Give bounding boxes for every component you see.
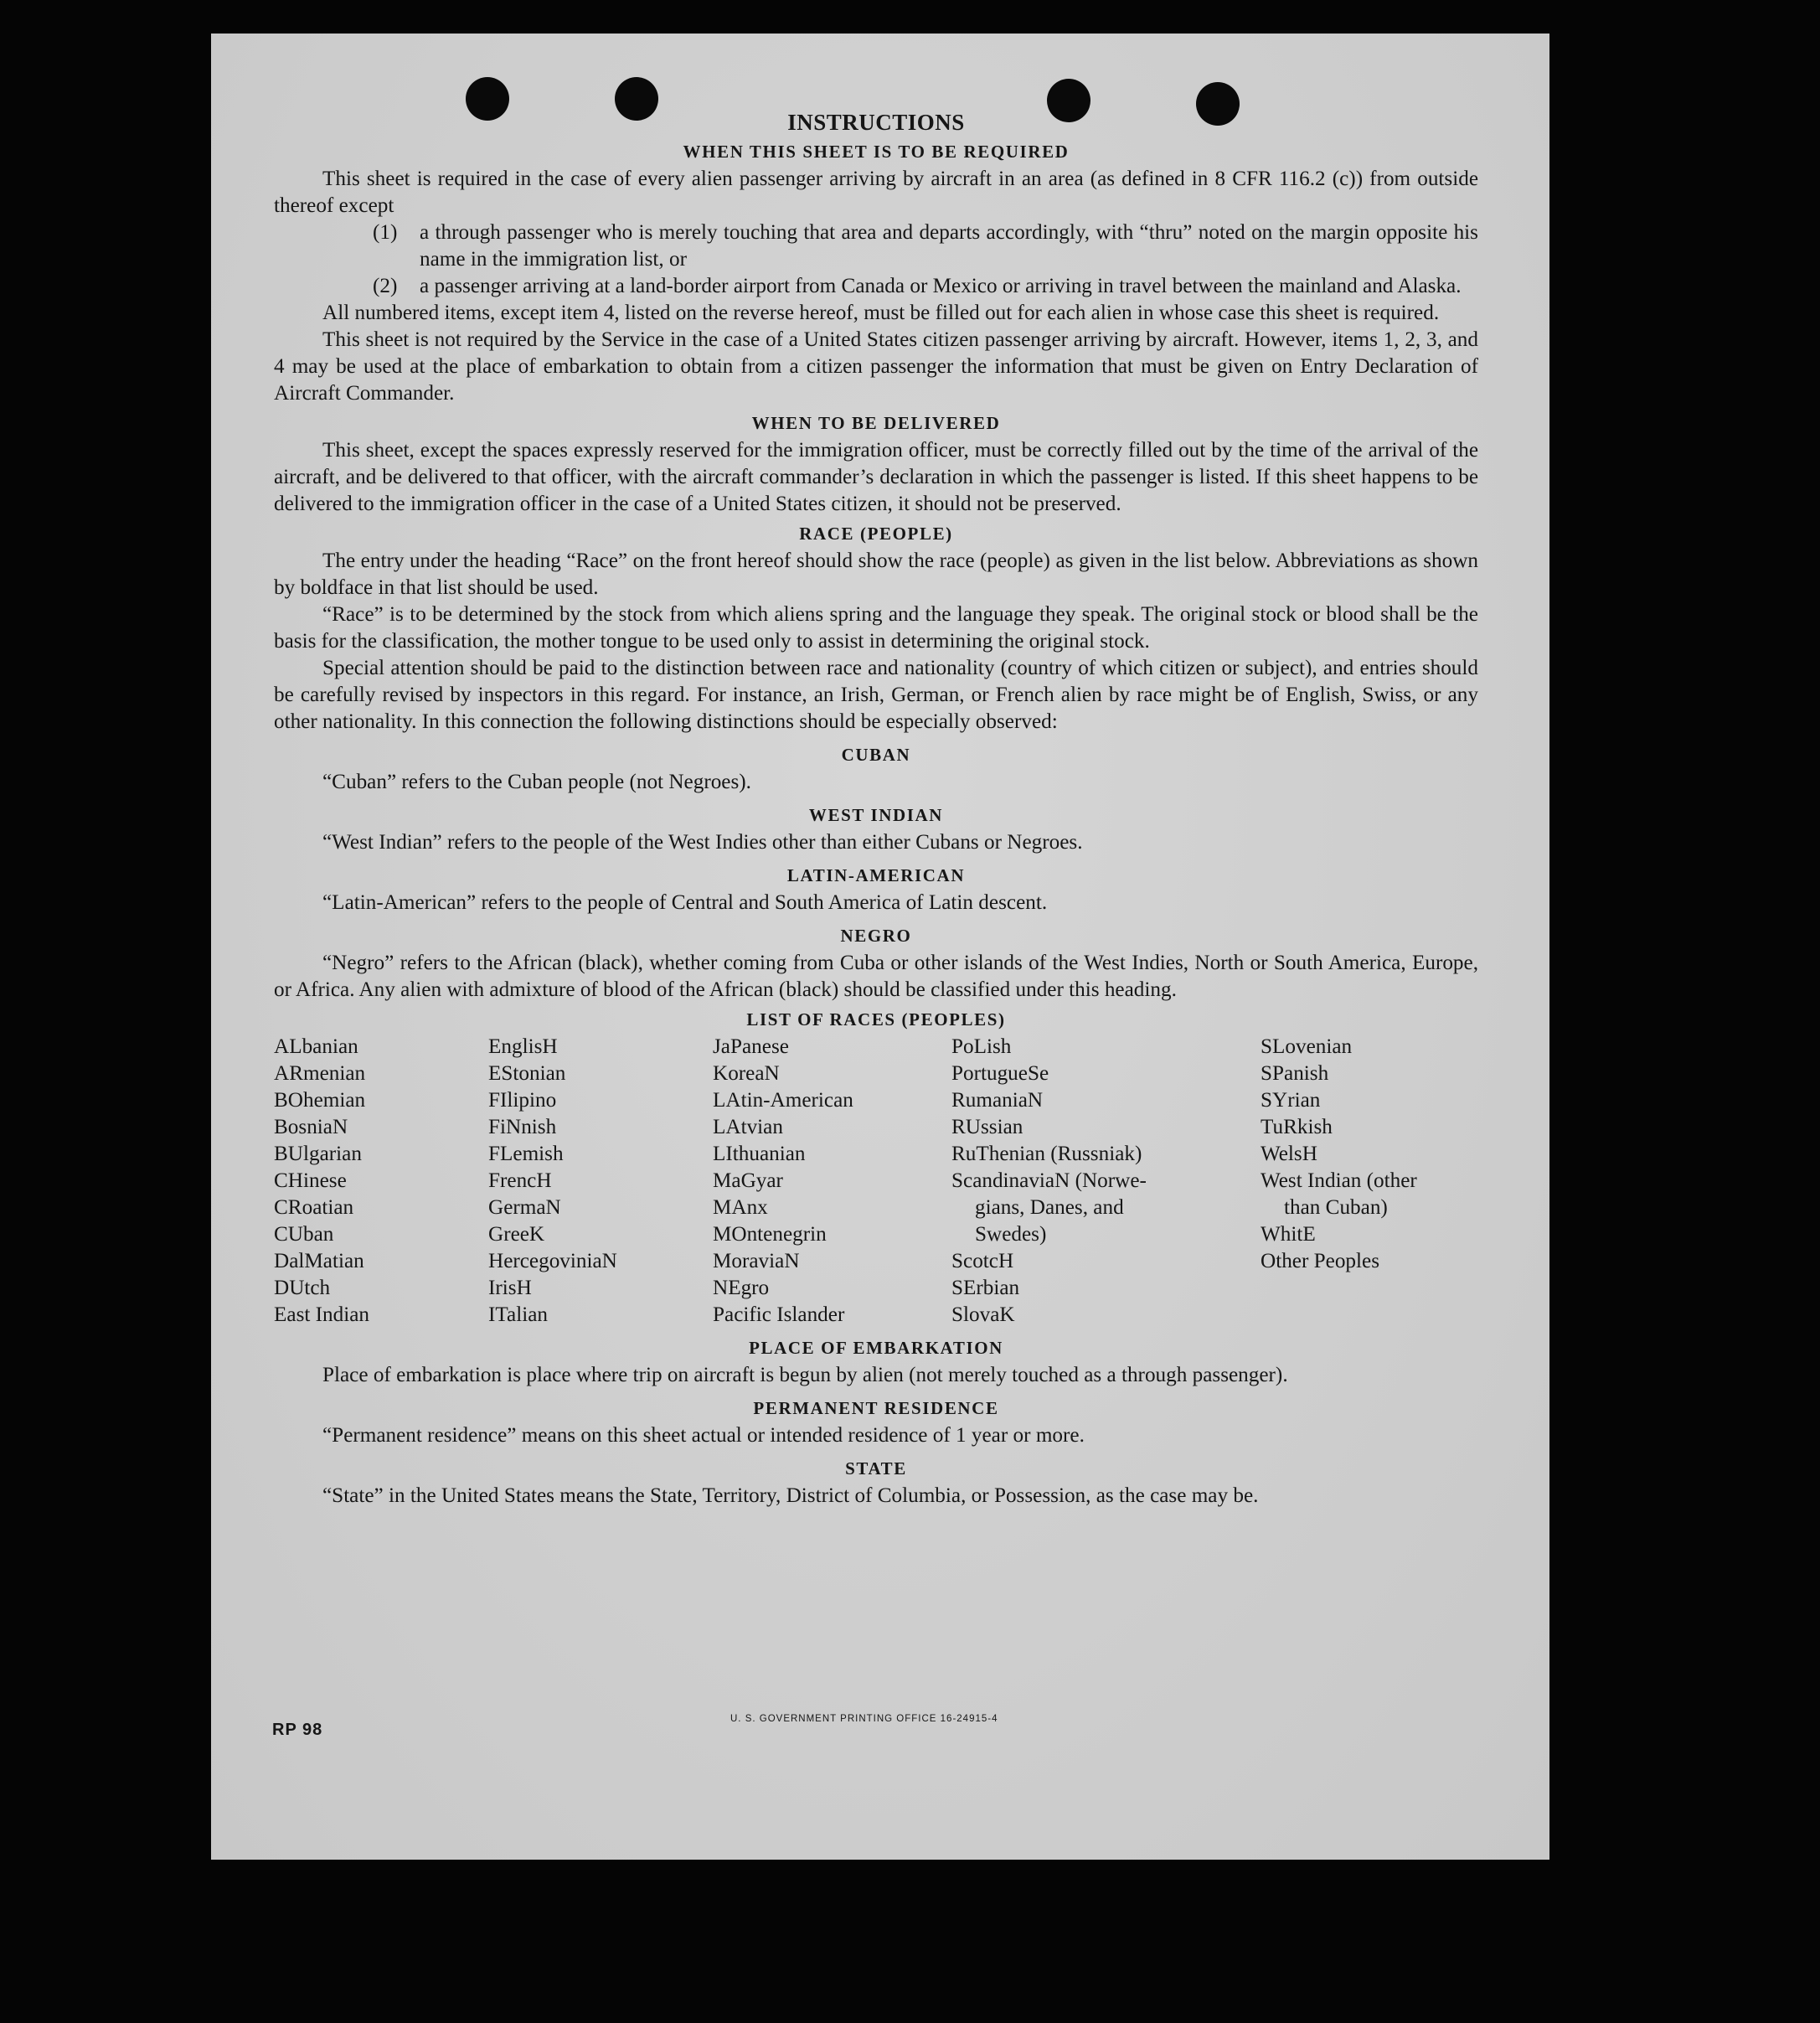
race-entry: SErbian	[951, 1277, 1020, 1299]
west-indian-paragraph: “West Indian” refers to the people of the West Indies other than either Cubans or Negroes.	[322, 831, 1083, 854]
item-text: a through passenger who is merely touching that area and departs accordingly, with “thru” noted on the margin opposite his name in the immigration list, or	[420, 221, 1478, 271]
race-entry: FIlipino	[488, 1089, 557, 1112]
section-heading-negro: NEGRO	[840, 926, 912, 946]
race-paragraph: “Race” is to be determined by the stock from which aliens spring and the language they speak. The original stock or blood shall be the basis for the classification, the mother tongue to be used only to assist in determining the original stock.	[274, 603, 1478, 653]
form-code: RP 98	[272, 1721, 323, 1739]
item-number: (2)	[373, 275, 398, 297]
race-entry: CHinese	[274, 1169, 347, 1192]
race-entry: WhitE	[1261, 1223, 1316, 1246]
embarkation-paragraph: Place of embarkation is place where trip on aircraft is begun by alien (not merely touched as a through passenger).	[322, 1364, 1288, 1386]
race-entry: ScandinaviaN (Norwe-	[951, 1169, 1147, 1192]
race-entry: IrisH	[488, 1277, 532, 1299]
race-entry: JaPanese	[713, 1035, 789, 1058]
exception-item	[373, 219, 1478, 273]
race-list-column	[713, 1034, 951, 1329]
race-entry: SLovenian	[1261, 1035, 1353, 1058]
race-entry: gians, Danes, and	[975, 1196, 1124, 1219]
race-entry: than Cuban)	[1284, 1196, 1388, 1219]
race-entry: WelsH	[1261, 1143, 1317, 1165]
negro-paragraph: “Negro” refers to the African (black), whether coming from Cuba or other islands of the West Indies, North or South America, Europe, or Africa. Any alien with admixture of blood of the African (black) should be classified under this heading.	[274, 952, 1478, 1001]
printer-imprint: U. S. GOVERNMENT PRINTING OFFICE 16-24915-4	[730, 1714, 998, 1724]
race-entry: BOhemian	[274, 1089, 366, 1112]
document-sheet	[211, 34, 1549, 1860]
race-entry: Swedes)	[975, 1223, 1047, 1246]
race-entry: DUtch	[274, 1277, 331, 1299]
race-entry: DalMatian	[274, 1250, 364, 1272]
race-entry: FLemish	[488, 1143, 564, 1165]
required-paragraph: This sheet is not required by the Service in the case of a United States citizen passenger arriving by aircraft. However, items 1, 2, 3, and 4 may be used at the place of embarkation to obtain from a citizen passenger the information that must be given on Entry Declaration of Aircraft Commander.	[274, 328, 1478, 405]
section-heading-delivered: WHEN TO BE DELIVERED	[751, 413, 1001, 433]
section-heading-state: STATE	[845, 1458, 907, 1479]
race-entry: RuThenian (Russniak)	[951, 1143, 1142, 1165]
race-list-column	[274, 1034, 488, 1329]
race-entry: East Indian	[274, 1303, 370, 1326]
exception-item	[373, 273, 1478, 300]
section-heading-race: RACE (PEOPLE)	[799, 524, 953, 544]
residence-paragraph: “Permanent residence” means on this sheet actual or intended residence of 1 year or more.	[322, 1424, 1085, 1447]
race-list-table	[274, 1034, 1478, 1329]
race-entry: PoLish	[951, 1035, 1012, 1058]
race-list-column	[488, 1034, 713, 1329]
section-heading-latin-american: LATIN-AMERICAN	[786, 865, 966, 885]
required-intro: This sheet is required in the case of every alien passenger arriving by aircraft in an area (as defined in 8 CFR 116.2 (c)) from outside thereof except	[274, 168, 1478, 217]
state-paragraph: “State” in the United States means the State, Territory, District of Columbia, or Possession, as the case may be.	[322, 1484, 1259, 1507]
race-entry: MOntenegrin	[713, 1223, 827, 1246]
race-paragraph: Special attention should be paid to the distinction between race and nationality (country of which citizen or subject), and entries should be carefully revised by inspectors in this regard. For instance, an Irish, German, or French alien by race might be of English, Swiss, or any other nationality. In this connection the following distinctions should be especially observed:	[274, 657, 1478, 733]
cuban-paragraph: “Cuban” refers to the Cuban people (not Negroes).	[322, 771, 751, 793]
race-entry: KoreaN	[713, 1062, 780, 1085]
page-title: INSTRUCTIONS	[787, 110, 965, 135]
race-entry: Other Peoples	[1261, 1250, 1379, 1272]
section-heading-race-list: LIST OF RACES (PEOPLES)	[746, 1009, 1006, 1030]
race-entry: EStonian	[488, 1062, 566, 1085]
race-entry: SlovaK	[951, 1303, 1015, 1326]
instructions-body	[274, 109, 1478, 1510]
race-entry: GreeK	[488, 1223, 545, 1246]
race-paragraph: The entry under the heading “Race” on the front hereof should show the race (people) as given in the list below. Abbreviations as shown by boldface in that list should be used.	[274, 550, 1478, 599]
delivered-paragraph: This sheet, except the spaces expressly reserved for the immigration officer, must be correctly filled out by the time of the arrival of the aircraft, and be delivered to that officer, with the aircraft commander’s declaration in which the passenger is listed. If this sheet happens to be delivered to the immigration officer in the case of a United States citizen, it should not be preserved.	[274, 439, 1478, 515]
race-entry: HercegoviniaN	[488, 1250, 617, 1272]
race-entry: ITalian	[488, 1303, 548, 1326]
race-entry: ALbanian	[274, 1035, 358, 1058]
race-entry: BUlgarian	[274, 1143, 362, 1165]
required-paragraph: All numbered items, except item 4, listed on the reverse hereof, must be filled out for each alien in whose case this sheet is required.	[322, 302, 1440, 324]
race-entry: PortugueSe	[951, 1062, 1049, 1085]
race-entry: West Indian (other	[1261, 1169, 1417, 1192]
race-entry: MaGyar	[713, 1169, 783, 1192]
section-heading-cuban: CUBAN	[841, 745, 911, 765]
race-entry: LAtin-American	[713, 1089, 853, 1112]
race-entry: RUssian	[951, 1116, 1023, 1138]
race-entry: SPanish	[1261, 1062, 1329, 1085]
race-list-column	[1261, 1034, 1478, 1329]
item-number: (1)	[373, 221, 398, 244]
race-entry: MoraviaN	[713, 1250, 800, 1272]
race-entry: FiNnish	[488, 1116, 557, 1138]
race-entry: BosniaN	[274, 1116, 348, 1138]
race-entry: CRoatian	[274, 1196, 354, 1219]
item-text: a passenger arriving at a land-border airport from Canada or Mexico or arriving in travel between the mainland and Alaska.	[420, 275, 1462, 297]
section-heading-west-indian: WEST INDIAN	[808, 805, 944, 825]
section-heading-residence: PERMANENT RESIDENCE	[753, 1398, 999, 1418]
race-entry: ARmenian	[274, 1062, 366, 1085]
section-heading-embarkation: PLACE OF EMBARKATION	[749, 1338, 1003, 1358]
race-entry: FrencH	[488, 1169, 552, 1192]
race-entry: RumaniaN	[951, 1089, 1044, 1112]
latin-american-paragraph: “Latin-American” refers to the people of Central and South America of Latin descent.	[322, 891, 1048, 914]
race-entry: ScotcH	[951, 1250, 1014, 1272]
race-entry: CUban	[274, 1223, 334, 1246]
race-entry: SYrian	[1261, 1089, 1321, 1112]
section-heading-required: WHEN THIS SHEET IS TO BE REQUIRED	[683, 142, 1070, 162]
race-entry: Pacific Islander	[713, 1303, 845, 1326]
race-entry: EnglisH	[488, 1035, 558, 1058]
race-entry: TuRkish	[1261, 1116, 1333, 1138]
race-list-column	[951, 1034, 1261, 1329]
race-entry: NEgro	[713, 1277, 770, 1299]
race-entry: LAtvian	[713, 1116, 783, 1138]
race-entry: LIthuanian	[713, 1143, 806, 1165]
race-entry: GermaN	[488, 1196, 561, 1219]
race-entry: MAnx	[713, 1196, 768, 1219]
